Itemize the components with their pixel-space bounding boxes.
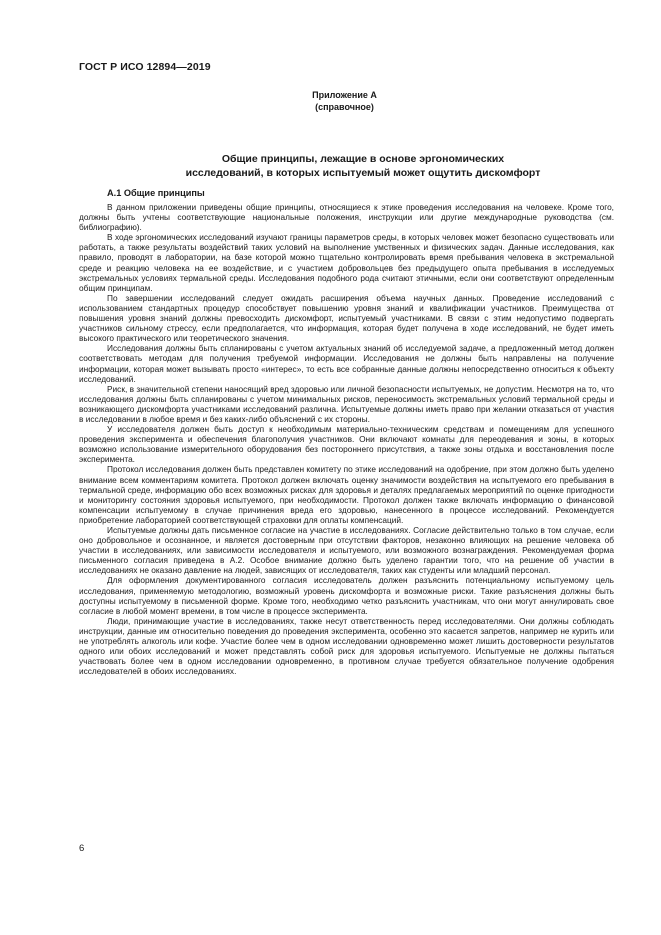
paragraph: У исследователя должен быть доступ к необходимым материально-техническим средствам и помещениям для успешного проведения эксперимента и обеспечения благополучия участников. Они включают комнаты для переодевания и зоны, в которых возможно использование измерительного оборудования без постороннего присутствия, а также зоны отдыха и восстановления после эксперимента. [79, 424, 614, 465]
paragraph: Люди, принимающие участие в исследованиях, также несут ответственность перед исследователями. Они должны соблюдать инструкции, данные им относительно поведения до проведения эксперимента, особенно это касается запретов, например не курить или не употреблять алкоголь или кофе. Участие более чем в одном исследовании одновременно может лишить достоверности результатов одного или обоих исследований и может представлять собой риск для здоровья испытуемого. Испытуемые не должны пытаться участвовать более чем в одном исследовании одновременно, в противном случае требуется обязательное получение одобрения исследователей в обоих исследованиях. [79, 615, 614, 677]
appendix-type: (справочное) [315, 102, 374, 112]
title-line-1: Общие принципы, лежащие в основе эргономических [221, 153, 505, 165]
section-body [79, 202, 614, 676]
paragraph: В ходе эргономических исследований изучают границы параметров среды, в которых человек может безопасно существовать или работать, а также результаты воздействий таких условий на выполнение умственных и физических задач. Данные исследования, как правило, проводят в лаборатории, на базе которой можно тщательно контролировать время пребывания человека в экстремальной среде и реакцию человека на ее воздействие, и с участием добровольцев без предыдущего опыта пребывания в исследуемых экстремальных условиях термальной среды. Исследования подобного рода считают этичными, если они соответствуют определенным общим принципам. [79, 232, 614, 293]
paragraph: Риск, в значительной степени наносящий вред здоровью или личной безопасности испытуемых, не допустим. Несмотря на то, что исследования должны быть спланированы с учетом минимальных рисков, переносимость экстремальных условий термальной среды и возникающего дискомфорта участниками исследований различна. Испытуемые должны иметь право при желании отказаться от участия в исследовании в любое время и без каких-либо объяснений с их стороны. [79, 383, 614, 424]
paragraph: В данном приложении приведены общие принципы, относящиеся к этике проведения исследования на человеке. Кроме того, должны быть учтены соответствующие национальные положения, инструкции или другие международные руководства (см. библиографию). [79, 202, 614, 233]
paragraph: По завершении исследований следует ожидать расширения объема научных данных. Проведение исследований с использованием стандартных процедур способствует повышению уровня знаний и квалификации участников. Преимущества от повышения уровня знаний должны превосходить дискомфорт, испытуемый участниками. В связи с этим недопустимо подвергать участников сильному стрессу, если предполагается, что информация, которая будет получена в ходе исследований, не будет иметь высокого практического или теоретического значения. [79, 292, 614, 344]
paragraph: Испытуемые должны дать письменное согласие на участие в исследованиях. Согласие действительно только в том случае, если оно добровольное и осознанное, и является достоверным при отсутствии факторов, незаконно влияющих на решение человека об участии в исследованиях, или зависимости исследователя и испытуемого, или возможного вознаграждения. Рекомендуемая форма письменного согласия приведена в А.2. Особое внимание должно быть уделено гарантии того, что на решение об участии в исследованиях не оказано давление на людей, зависящих от исследователя, таких как студенты или младший персонал. [79, 525, 614, 576]
paragraph: Исследования должны быть спланированы с учетом актуальных знаний об исследуемой задаче, а предложенный метод должен соответствовать методам для получения требуемой информации. Исследования не должны быть направлены на получение информации, которая может вызывать просто «интерес», то есть все собранные данные должны непосредственно относиться к объекту исследований. [79, 343, 614, 384]
standard-code: ГОСТ Р ИСО 12894—2019 [79, 61, 211, 73]
appendix-label: Приложение А [312, 90, 377, 100]
paragraph: Для оформления документированного согласия исследователь должен разъяснить потенциальному испытуемому цель исследования, применяемую методологию, возможный уровень дискомфорта и возможные риски. Такие разъяснения должны быть доступны испытуемому в письменной форме. Кроме того, необходимо четко разъяснить участникам, что они могут аннулировать свое согласие в любой момент времени, в том числе в процессе эксперимента. [79, 575, 614, 616]
title-line-2: исследований, в которых испытуемый может ощутить дискомфорт [185, 167, 541, 179]
appendix-title [97, 152, 629, 180]
page-number: 6 [79, 843, 85, 854]
paragraph: Протокол исследования должен быть представлен комитету по этике исследований на одобрение, при этом должно быть уделено внимание всем комментариям комитета. Протокол должен включать оценку значимости воздействия на испытуемого его пребывания в термальной среде, информацию обо всех возможных рисках для здоровья и деталях предлагаемых мероприятий по оценке пригодности и мониторингу состояния здоровья испытуемого, при необходимости. Протокол должен также включать информацию о финансовой компенсации испытуемому в случае причинения вреда его здоровью, нанесенного в процессе исследований. Рекомендуется приобретение лабораторией соответствующей страховки для оплаты компенсаций. [79, 464, 614, 525]
section-heading: А.1 Общие принципы [107, 188, 205, 198]
